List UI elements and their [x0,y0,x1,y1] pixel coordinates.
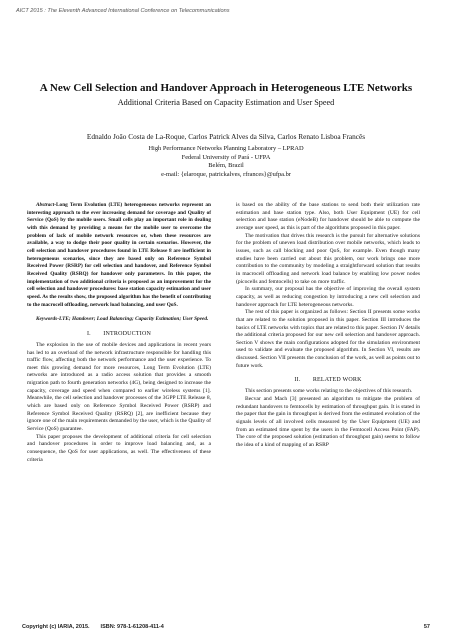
right-column [236,202,420,450]
author-city: Belém, Brazil [208,162,244,170]
paragraph: Becvar and Mach [3] presented an algorithm to mitigate the problem of redundant handovers to femtocells by estimation of throughput gain. It is stated in the paper that the gain in throughput is derived from the estimated evolution of the signals levels of all involved cells measured by the User Equipment (UE) and from an estimated time spent by the users in the Femtocell Access Point (FAP). The core of the proposed solution (estimation of throughput gain) seems to follow the idea of a kind of mapping of an RSRP [236,396,420,449]
section-heading-introduction: I. INTRODUCTION [86,330,152,337]
page-number: 57 [423,624,430,630]
keywords: Keywords-LTE; Handover; Load Balancing; Capacity Estimation; User Speed. [36,316,209,323]
paper-title: A New Cell Selection and Handover Approach in Heterogeneous LTE Networks [39,82,413,94]
paragraph: is based on the ability of the base stations to send both their utilization rate estimation and base station type. Also, both User Equipment (UE) for cell selection and base station (eNodeB) for handover should be able to compute the average user speed, as this is part of the algorithms proposed in this paper. [236,202,420,231]
abstract-lead: Abstract- [36,202,57,208]
paper-subtitle: Additional Criteria Based on Capacity Estimation and User Speed [117,98,335,107]
author-names: Ednaldo João Costa de La-Roque, Carlos Patrick Alves da Silva, Carlos Renato Lisboa Francês [86,132,366,141]
title-block [20,82,432,108]
section-heading-related-work: II. RELATED WORK [294,377,362,384]
author-block [20,132,432,179]
abstract-text: Long Term Evolution (LTE) heterogeneous networks represent an interesting approach to the ever increasing demand for coverage and Quality of Service (QoS) by the mobile users. Small cells play an important role in dealing with this demand by providing a means for the mobile user to overcome the problem of lack of mobile network resources or, when these resources are available, a way to dodge their poor quality in certain scenarios. However, the cell selection and handover procedures found in LTE Release 8 are inefficient in heterogeneous scenarios, since they are based only on Reference Symbol Received Power (RSRP) for cell selection and handover, and Reference Symbol Received Quality (RSRQ) for handover only parameters. In this paper, the implementation of two additional criteria is proposed as an improvement for the cell selection and handover procedures: base station capacity estimation and user speed. As the results show, the proposed algorithm has the benefit of contributing to the macrocell offloading, network load balancing, and user QoS. [27,202,211,308]
paragraph: This section presents some works relating to the objectives of this research. [245,388,413,395]
paragraph: The rest of this paper is organized as follows: Section II presents some works that are related to the solution proposed in this paper. Section III introduces the basics of LTE networks with topics that are related to this paper. Section IV details the additional criteria proposed for our new cell selection and handover approach. Section V shows the main configurations adopted for the simulation environment used to validate and evaluate the proposed algorithm. In Section VI, results are discussed. Section VII presents the conclusion of the work, as well as points out to future work. [236,309,420,369]
paragraph: The motivation that drives this research is the pursuit for alternative solutions for the problem of uneven load distribution over mobile networks, which leads to issues, such as call blocking and poor QoS, for example. Even though many studies have been carried out about this problem, our work brings one more contribution to the community by modeling a straightforward solution that results in macrocell offloading and network load balance by enabling low power nodes (picocells and femtocells) to take on more traffic. [236,232,420,285]
author-university: Federal University of Pará - UFPA [181,153,271,161]
abstract [27,202,211,309]
paragraph: In summary, our proposal has the objective of improving the overall system capacity, as well as reducing congestion by introducing a new cell selection and handover approach for LTE heterogeneous networks. [236,286,420,308]
paragraph: This paper proposes the development of additional criteria for cell selection and handover procedures in order to improve load balancing and, as a consequence, the QoS for user applications, as well. The effectiveness of these criteria [27,433,211,463]
paragraph: The explosion in the use of mobile devices and applications in recent years has led to an overload of the network infrastructure responsible for handling this traffic flow, affecting both the network performance and the user experience. To meet this growing demand for more resources, Long Term Evolution (LTE) networks are introduced as a radio access solution that provides a smooth migration path to fourth generation networks (4G), being designed to increase the capacity, coverage and speed when compared to earlier wireless systems [1]. Meanwhile, the cell selection and handover processes of the 3GPP LTE Release 8, which are based only on Reference Symbol Received Power (RSRP) and Reference Symbol Received Quality (RSRQ) [2], are inefficient because they ignore one of the main requirements demanded by the user, which is the Quality of Service (QoS) guarantee. [27,341,211,433]
author-email: e-mail: {elaroque, patrickalves, rfrances}@ufpa.br [161,170,291,178]
left-column [27,202,211,464]
footer-copyright: Copyright (c) IARIA, 2015. ISBN: 978-1-61208-411-4 [22,624,164,630]
author-lab: High Performance Networks Planning Laboratory – LPRAD [148,145,304,152]
conference-header: AICT 2015 : The Eleventh Advanced International Conference on Telecommunications [16,8,230,14]
